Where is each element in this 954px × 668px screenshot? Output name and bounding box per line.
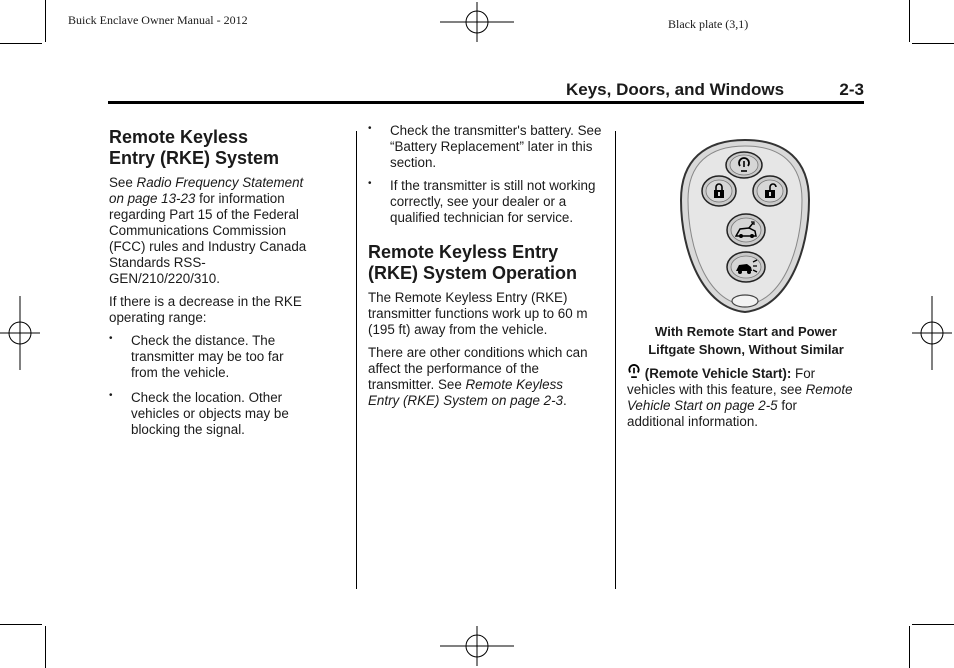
liftgate-icon [735,221,757,239]
list-item [109,333,289,381]
column-3 [627,323,865,437]
panic-button[interactable] [725,250,767,284]
list-item-text: Check the transmitter's battery. See “Battery Replacement” later in this section. [390,123,602,170]
cross-reference-link[interactable]: Remote Keyless Entry (RKE) System on page 2-3 [368,377,563,408]
panic-horn-icon [734,259,758,275]
column-divider [356,131,357,589]
crop-mark [0,43,42,44]
text: See [109,175,137,190]
registration-mark-right [912,296,952,370]
header-rule [108,101,864,104]
crop-mark [45,626,46,668]
remote-start-icon [627,364,641,379]
bullet-icon: • [368,123,372,134]
lock-button[interactable] [700,174,738,208]
fcc-paragraph [109,175,315,287]
heading-line: Entry (RKE) System [109,148,280,168]
bullet-icon: • [109,333,113,344]
list-item [368,123,606,171]
text: . [563,393,567,408]
column-divider [615,131,616,589]
caption-line: Liftgate Shown, Without Similar [648,342,844,357]
column-2 [368,123,604,416]
list-item-text: If the transmitter is still not working correctly, see your dealer or a qualified technician for service. [390,178,596,225]
caption-line: With Remote Start and Power [655,324,837,339]
crop-mark [909,626,910,668]
list-item-text: Check the location. Other vehicles or objects may be blocking the signal. [131,390,289,437]
registration-mark-bottom [440,626,514,666]
heading-line: Remote Keyless [109,127,249,147]
cross-reference-link[interactable]: Radio Frequency Statement on page 13-23 [109,175,304,206]
section-heading: Remote Keyless Entry (RKE) System Operation [368,242,578,283]
conditions-paragraph [368,345,592,409]
range-paragraph: The Remote Keyless Entry (RKE) transmitter functions work up to 60 m (195 ft) away from the vehicle. [368,290,588,337]
crop-mark [45,0,46,42]
registration-mark-top [440,2,514,42]
registration-mark-left [0,296,40,370]
plate-label: Black plate (3,1) [668,17,749,31]
unlock-icon [763,183,777,199]
text: for additional information. [627,398,797,429]
section-title: Keys, Doors, and Windows [566,80,785,99]
bullet-icon: • [109,390,113,401]
crop-mark [912,624,954,625]
manual-title: Buick Enclave Owner Manual - 2012 [68,13,248,27]
unlock-button[interactable] [751,174,789,208]
feature-label: (Remote Vehicle Start): [644,366,792,381]
crop-mark [912,43,954,44]
cross-reference-link[interactable]: Remote Vehicle Start on page 2-5 [627,382,853,413]
list-item [368,178,600,226]
lock-icon [712,183,726,199]
column-1 [109,127,339,444]
remote-start-paragraph [627,364,857,430]
section-heading [109,127,339,169]
text: There are other conditions which can affect the performance of the transmitter. See [368,345,588,392]
range-paragraph: If there is a decrease in the RKE operating range: [109,294,302,325]
page-number: 2-3 [839,80,864,99]
figure-caption [627,323,865,359]
remote-start-icon [737,157,751,173]
crop-mark [909,0,910,42]
list-item-text: Check the distance. The transmitter may be too far from the vehicle. [131,333,284,380]
liftgate-button[interactable] [725,212,767,248]
text: For vehicles with this feature, see [627,366,816,397]
section-header [566,80,864,100]
list-item [109,390,316,438]
text: for information regarding Part 15 of the Federal Communications Commission (FCC) rules and Industry Canada Standards RSS-GEN/210/220/310. [109,191,307,286]
bullet-icon: • [368,178,372,189]
crop-mark [0,624,42,625]
